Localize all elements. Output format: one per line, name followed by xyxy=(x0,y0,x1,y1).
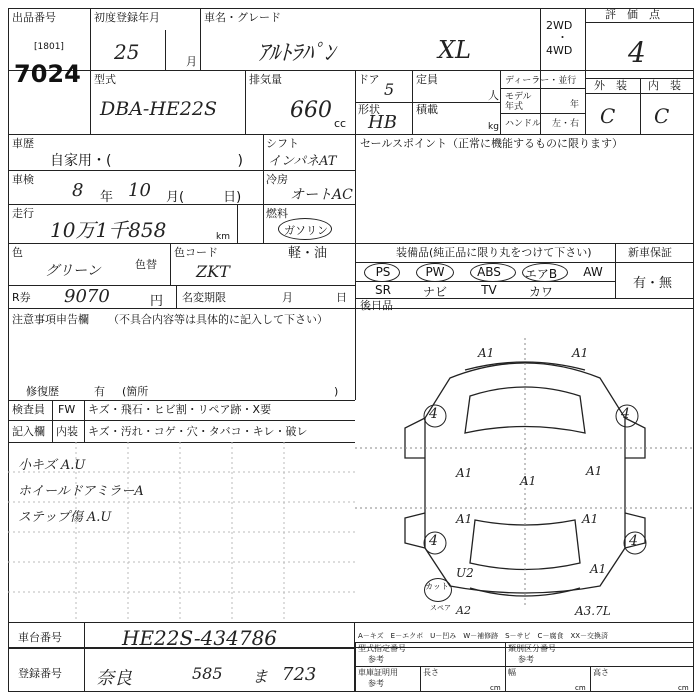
inspector-label-1: 検査員 xyxy=(12,403,45,416)
name-grade-label: 車名・グレード xyxy=(204,11,281,24)
chassis-label: 車台番号 xyxy=(18,631,62,644)
diagram-a1-left-door: A1 xyxy=(456,466,473,480)
color-change-label: 色替 xyxy=(135,258,157,271)
handle-label: ハンドル xyxy=(505,119,542,129)
pw-circle-mark xyxy=(416,263,454,282)
handwritten-note-3: ステップ傷 A.U xyxy=(18,510,112,525)
name-change-month: 月 xyxy=(282,291,293,304)
load-label: 積載 xyxy=(416,103,438,116)
color-code-label: 色コード xyxy=(174,246,218,259)
interior-check-label: 内装 xyxy=(56,425,78,438)
ref-height-cm: cm xyxy=(678,684,689,692)
ps-circle-mark xyxy=(364,263,400,282)
mileage-label: 走行 xyxy=(12,207,34,220)
model-year-label: モデル 年式 xyxy=(505,92,532,112)
repair-label: 修復歴 xyxy=(26,385,59,398)
chassis-value: HE22S-434786 xyxy=(122,626,278,650)
equipment-item-row2-0: SR xyxy=(375,283,391,297)
doors-value: 5 xyxy=(384,80,395,99)
shift-label: シフト xyxy=(266,137,299,150)
history-label: 車歴 xyxy=(12,137,34,150)
car-name: ｱﾙﾄﾗﾊﾟﾝ xyxy=(258,41,336,66)
diagram-a2-mark: A2 xyxy=(456,604,471,617)
grade: XL xyxy=(438,36,472,64)
fuel-circle-mark xyxy=(278,218,332,240)
ref-type-no-label: 型式指定番号 xyxy=(358,644,406,653)
color-value: グリーン xyxy=(45,263,101,279)
displacement-unit: cc xyxy=(334,117,347,130)
registration-kana: ま xyxy=(252,667,269,686)
fuel-light-oil: 軽・油 xyxy=(288,246,328,261)
ref-width-label: 幅 xyxy=(508,668,516,677)
drive-dot: ・ xyxy=(557,31,568,44)
inspection-month: 10 xyxy=(128,180,151,201)
color-label: 色 xyxy=(12,246,23,259)
lot-label: 出品番号 xyxy=(12,11,56,24)
ref-class-no-label: 類別区分番号 xyxy=(508,644,556,653)
ref-type-no-ref: 参考 xyxy=(368,655,384,664)
interior-label: 内 装 xyxy=(648,79,681,92)
load-unit: kg xyxy=(488,122,499,132)
ref-length-label: 長さ xyxy=(423,668,439,677)
diagram-four-rl: 4 xyxy=(429,533,438,549)
ref-garage-ref: 参考 xyxy=(368,679,384,688)
registration-number: 723 xyxy=(282,664,317,685)
handle-options: 左・右 xyxy=(552,119,580,129)
ref-width-cm: cm xyxy=(575,684,586,692)
cooling-label: 冷房 xyxy=(266,173,288,186)
fuel-gas: ガソリン xyxy=(284,224,328,237)
capacity-unit: 人 xyxy=(488,89,499,102)
inspector-label-2: 記入欄 xyxy=(12,425,45,438)
score-label: 評 価 点 xyxy=(605,8,660,21)
name-change-label: 名変期限 xyxy=(182,291,226,304)
cooling-value: オートAC xyxy=(290,187,353,203)
first-reg-year: 25 xyxy=(114,40,140,64)
inspection-year: 8 xyxy=(72,180,84,201)
registration-region: 奈良 xyxy=(96,668,132,689)
diagram-four-fl: 4 xyxy=(429,406,438,422)
equipment-item-3: エアB xyxy=(524,267,558,281)
shape-label: 形状 xyxy=(358,103,380,116)
dealer-label: ディーラー・並行 xyxy=(505,76,577,86)
handwritten-note-2: ホイールドアミラーA xyxy=(18,484,144,499)
first-reg-month-unit: 月 xyxy=(186,55,197,68)
shift-value: インパネAT xyxy=(268,154,337,169)
sales-point-label: セールスポイント（正常に機能するものに限ります） xyxy=(360,137,624,150)
auction-code: [1801] xyxy=(34,42,64,52)
repair-place: (箇所 xyxy=(122,385,149,398)
equipment-label: 装備品(純正品に限り丸をつけて下さい) xyxy=(396,246,592,259)
equipment-item-0: PS xyxy=(375,265,391,279)
later-items-label: 後日品 xyxy=(360,299,393,312)
new-car-warranty-value: 有・無 xyxy=(633,276,673,291)
ref-class-no-ref: 参考 xyxy=(518,655,534,664)
history-value: 自家用・( ) xyxy=(50,153,243,169)
abs-circle-mark xyxy=(470,263,516,282)
handwritten-note-1: 小キズ A.U xyxy=(18,458,86,473)
diagram-a3-mark: A3.7L xyxy=(575,604,611,618)
recycle-label: R券 xyxy=(12,291,31,304)
recycle-unit: 円 xyxy=(150,294,164,309)
notes-label: 注意事項申告欄 xyxy=(12,313,89,326)
shape-value: HB xyxy=(368,112,397,133)
km-unit: km xyxy=(216,232,230,242)
displacement-value: 660 xyxy=(290,98,332,123)
lot-number: 7024 xyxy=(14,60,81,88)
model-value: DBA-HE22S xyxy=(100,98,217,120)
inspection-year-unit: 年 xyxy=(100,190,114,205)
ref-garage-label: 車庫証明用 xyxy=(358,668,398,677)
inspection-month-unit: 月( 日) xyxy=(166,190,242,205)
equipment-item-row2-3: カワ xyxy=(528,285,553,299)
equipment-item-row2-1: ナビ xyxy=(422,285,447,299)
displacement-label: 排気量 xyxy=(249,73,282,86)
exterior-label: 外 装 xyxy=(594,79,627,92)
fw-items: キズ・飛石・ヒビ割・リペア跡・X要 xyxy=(88,403,272,416)
car-diagram xyxy=(355,308,694,620)
ref-height-label: 高さ xyxy=(593,668,609,677)
color-code-value: ZKT xyxy=(196,262,230,281)
name-change-day: 日 xyxy=(336,291,347,304)
diagram-a1-left-rear-door: A1 xyxy=(456,512,473,526)
equipment-item-2: ABS xyxy=(477,265,501,279)
damage-legend: A－キズ E－エクボ U－凹み W－補修跡 S－サビ C－腐食 XX－交換済 xyxy=(358,632,609,640)
interior-check-items: キズ・汚れ・コゲ・穴・タバコ・キレ・破レ xyxy=(88,425,308,438)
model-year-unit: 年 xyxy=(570,100,580,110)
capacity-label: 定員 xyxy=(416,73,438,86)
registration-label: 登録番号 xyxy=(18,667,62,680)
drive-2wd: 2WD xyxy=(546,19,573,32)
equipment-item-4: AW xyxy=(583,265,603,279)
diagram-a1-right-door: A1 xyxy=(586,464,603,478)
airbag-circle-mark xyxy=(522,263,568,282)
recycle-value: 9070 xyxy=(64,286,110,307)
diagram-four-fr: 4 xyxy=(621,406,630,422)
ref-length-cm: cm xyxy=(490,684,501,692)
notes-sub: （不具合内容等は具体的に記入して下さい） xyxy=(108,313,328,326)
diagram-u2-step: U2 xyxy=(456,566,474,580)
first-reg-label: 初度登録年月 xyxy=(94,11,160,24)
exterior-grade: C xyxy=(600,104,616,128)
model-label: 型式 xyxy=(94,73,116,86)
door-label: ドア xyxy=(358,73,380,86)
diagram-four-rr: 4 xyxy=(629,533,638,549)
diagram-a1-rear-right: A1 xyxy=(590,562,607,576)
repair-close: ) xyxy=(334,385,339,398)
registration-class: 585 xyxy=(192,664,223,683)
inspection-label: 車検 xyxy=(12,173,34,186)
diagram-a1-front-left: A1 xyxy=(478,346,495,360)
diagram-cut-label: カット xyxy=(425,582,449,591)
mileage-value: 10万1千858 xyxy=(50,218,167,242)
repair-value: 有 xyxy=(94,385,105,398)
diagram-spare-label: スペア xyxy=(430,604,451,612)
diagram-a1-front-right: A1 xyxy=(572,346,589,360)
fuel-label: 燃料 xyxy=(266,207,288,220)
fw-label: FW xyxy=(58,403,76,416)
equipment-item-row2-2: TV xyxy=(481,283,497,297)
equipment-item-1: PW xyxy=(425,265,445,279)
diagram-a1-roof: A1 xyxy=(520,474,537,488)
drive-4wd: 4WD xyxy=(546,44,573,57)
diagram-a1-right-rear-door: A1 xyxy=(582,512,599,526)
score: 4 xyxy=(628,36,646,69)
new-car-warranty-label: 新車保証 xyxy=(628,246,672,259)
interior-grade: C xyxy=(654,104,670,128)
